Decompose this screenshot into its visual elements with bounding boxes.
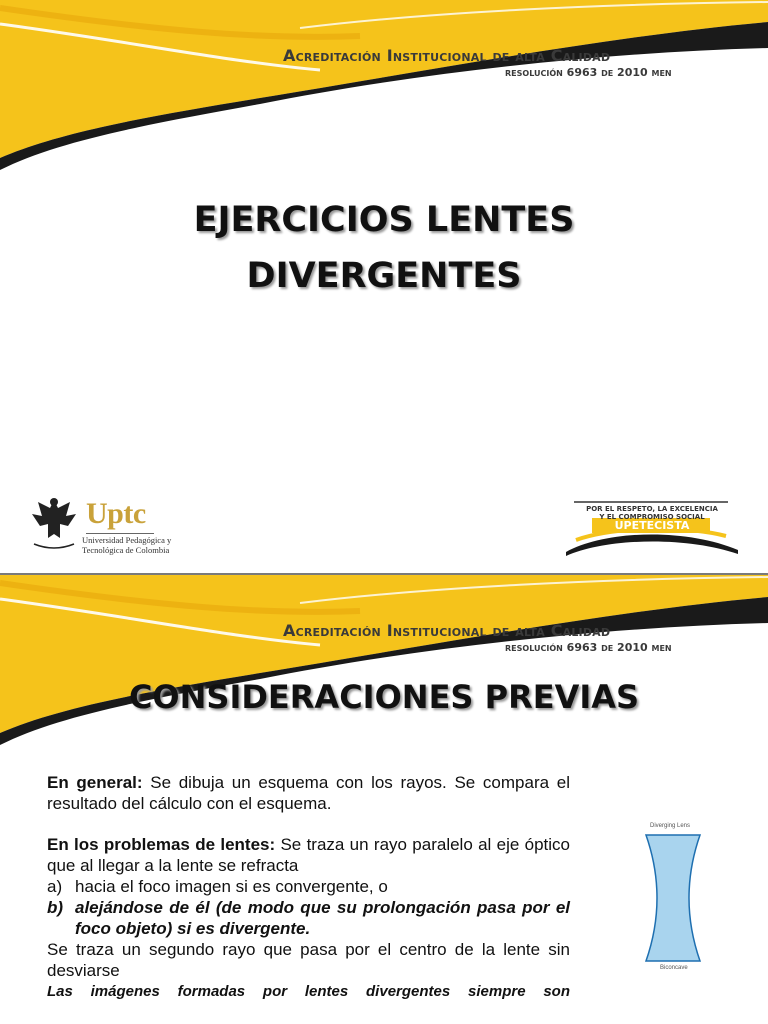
eagle-seal-logo (30, 494, 78, 552)
slide-considerations (0, 575, 768, 1024)
lens-label: En los problemas de lentes: (47, 835, 276, 854)
list-item-b (47, 897, 570, 939)
lens-paragraph (47, 834, 570, 876)
slide-body (47, 772, 570, 1002)
resolution-text: resolución 6963 de 2010 men (505, 641, 672, 654)
images-paragraph: Las imágenes formadas por lentes divergentes siempre son (47, 983, 570, 1000)
figure-top-label: Diverging Lens (650, 823, 691, 829)
second-ray-paragraph: Se traza un segundo rayo que pasa por el centro de la lente sin desviarse (47, 940, 570, 980)
title-line-1: EJERCICIOS LENTES (193, 200, 575, 240)
accreditation-text: Acreditación Institucional de alta Calidad (283, 46, 611, 65)
uptc-logo: Uptc (86, 497, 146, 530)
motto-line-1: POR EL RESPETO, LA EXCELENCIA (586, 505, 718, 513)
item-a-text: hacia el foco imagen si es convergente, o (75, 877, 388, 896)
accreditation-text: Acreditación Institucional de alta Calidad (283, 621, 611, 640)
lens-text: Se traza un rayo paralelo al eje óptico que al llegar a la lente se refracta (47, 835, 571, 875)
resolution-text: resolución 6963 de 2010 men (505, 66, 672, 79)
header-banner (0, 575, 768, 745)
university-name-line-1: Universidad Pedagógica y (82, 535, 172, 545)
upetecista-brand: UPETECISTA (614, 519, 690, 532)
figure-bottom-label: Biconcave (660, 965, 688, 971)
diverging-lens-figure (642, 833, 704, 963)
slide-title-text: CONSIDERACIONES PREVIAS (128, 678, 640, 716)
general-label: En general: (47, 773, 143, 792)
university-name-line-2: Tecnológica de Colombia (82, 545, 170, 555)
list-item-a (47, 876, 570, 897)
university-name (82, 535, 171, 555)
motto-line-2: Y EL COMPROMISO SOCIAL (599, 513, 705, 521)
title-line-2: DIVERGENTES (246, 256, 522, 296)
item-b-marker: b) (47, 898, 64, 917)
item-b-text: alejándose de él (de modo que su prolongación pasa por el foco objeto) si es divergente. (75, 898, 570, 938)
logo-divider (86, 533, 154, 534)
slide-title-text (0, 192, 768, 304)
general-text: Se dibuja un esquema con los rayos. Se compara el resultado del cálculo con el esquema. (47, 773, 570, 813)
item-a-marker: a) (47, 877, 63, 896)
header-banner (0, 0, 768, 170)
general-paragraph (47, 772, 570, 814)
